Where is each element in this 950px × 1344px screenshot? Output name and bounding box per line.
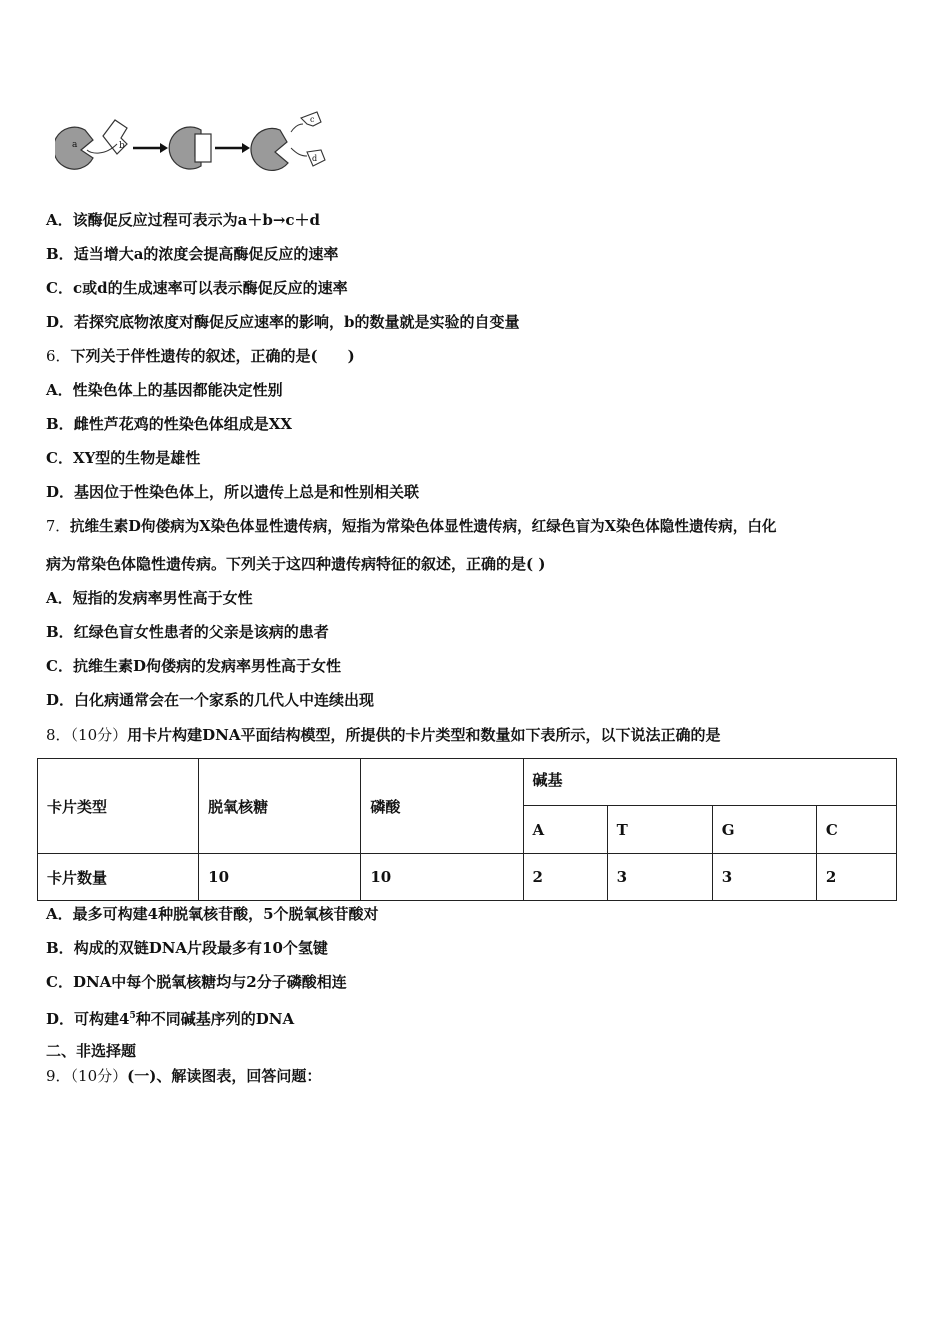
q5-option-c: C．c或d的生成速率可以表示酶促反应的速率 [46,279,348,297]
q8-stem: 8．（10分）用卡片构建DNA平面结构模型，所提供的卡片类型和数量如下表所示，以下说法正确的是 [46,726,721,744]
count-base-g: 3 [712,854,816,901]
header-phosphate: 磷酸 [361,759,523,854]
header-base-a: A [523,806,607,854]
count-base-t: 3 [607,854,712,901]
row-label-card-count: 卡片数量 [38,854,199,901]
bound-substrate [195,134,211,162]
count-base-a: 2 [523,854,607,901]
q6-option-b: B．雌性芦花鸡的性染色体组成是XX [46,415,292,433]
card-table [37,758,897,901]
row-label-card-type: 卡片类型 [38,759,199,854]
q8-option-b: B．构成的双链DNA片段最多有10个氢键 [46,939,328,957]
q5-option-b: B．适当增大a的浓度会提高酶促反应的速率 [46,245,339,263]
label-b: b [119,141,125,151]
header-base-c: C [816,806,896,854]
header-base-g: G [712,806,816,854]
q7-option-a: A．短指的发病率男性高于女性 [46,589,253,607]
header-bases: 碱基 [523,759,896,806]
q6-stem: 6．下列关于伴性遗传的叙述，正确的是( ) [46,347,355,365]
q5-option-a: A．该酶促反应过程可表示为a＋b→c＋d [46,211,321,229]
arrowhead-1 [160,143,168,153]
q7-option-d: D．白化病通常会在一个家系的几代人中连续出现 [46,691,375,709]
section-title: 二、非选择题 [46,1042,137,1060]
q7-option-b: B．红绿色盲女性患者的父亲是该病的患者 [46,623,329,641]
q8-option-c: C．DNA中每个脱氧核糖均与2分子磷酸相连 [46,973,347,991]
arrowhead-2 [242,143,250,153]
header-deoxyribose: 脱氧核糖 [199,759,361,854]
q8-option-a: A．最多可构建4种脱氧核苷酸，5个脱氧核苷酸对 [46,905,379,923]
enzyme-shape-3 [251,128,288,170]
q7-stem-line2: 病为常染色体隐性遗传病。下列关于这四种遗传病特征的叙述，正确的是( ) [46,555,546,573]
count-deoxyribose: 10 [199,854,361,901]
count-base-c: 2 [816,854,896,901]
enzyme-reaction-diagram [55,108,340,178]
count-phosphate: 10 [361,854,523,901]
q7-option-c: C．抗维生素D佝偻病的发病率男性高于女性 [46,657,341,675]
q8-option-d: D．可构建$4^5$种不同碱基序列的DNA [46,1010,295,1028]
label-c: c [310,115,315,124]
q6-option-d: D．基因位于性染色体上，所以遗传上总是和性别相关联 [46,483,420,501]
release-arrow-c [291,124,303,132]
q7-stem-line1: 7．抗维生素D佝偻病为X染色体显性遗传病，短指为常染色体显性遗传病，红绿色盲为X染色体隐性遗传病，白化 [46,518,777,535]
label-d: d [312,154,318,163]
q9-stem: 9．（10分）(一)、解读图表，回答问题： [46,1067,322,1085]
q6-option-c: C．XY型的生物是雄性 [46,449,201,467]
header-base-t: T [607,806,712,854]
release-arrow-d [291,148,307,156]
q5-option-d: D．若探究底物浓度对酶促反应速率的影响，b的数量就是实验的自变量 [46,313,520,331]
label-a: a [72,140,78,150]
q6-option-a: A．性染色体上的基因都能决定性别 [46,381,283,399]
